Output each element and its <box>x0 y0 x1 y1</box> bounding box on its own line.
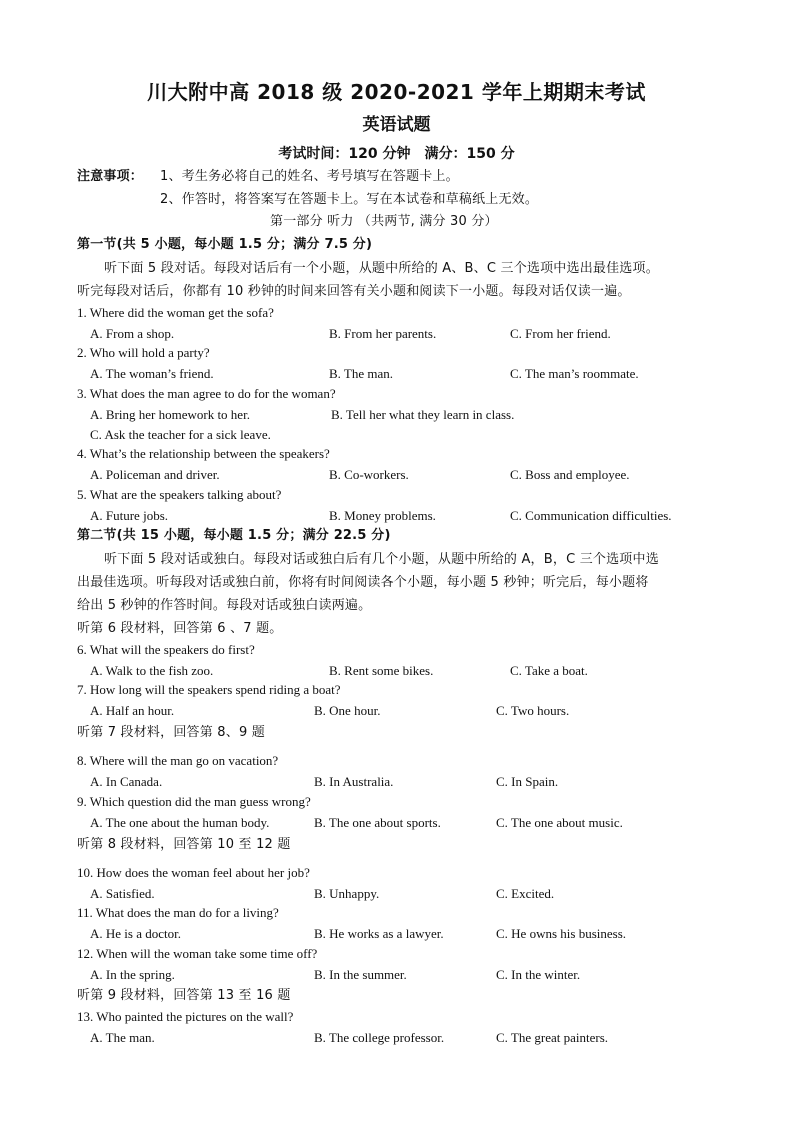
question-12-option-c: C. In the winter. <box>496 967 581 982</box>
question-9-option-c: C. The one about music. <box>496 815 623 830</box>
material-7-note: 听第 7 段材料，回答第 8、9 题 <box>77 725 265 740</box>
question-2-option-a: A. The woman’s friend. <box>90 366 214 381</box>
question-4-option-c: C. Boss and employee. <box>510 467 630 482</box>
question-2: 2. Who will hold a party? <box>77 345 210 360</box>
question-5-option-c: C. Communication difficulties. <box>510 508 672 523</box>
question-13-option-b: B. The college professor. <box>314 1030 445 1045</box>
question-1-option-c: C. From her friend. <box>510 326 611 341</box>
question-4: 4. What’s the relationship between the speakers? <box>77 446 330 461</box>
question-3-option-a: A. Bring her homework to her. <box>90 407 250 422</box>
material-6-note: 听第 6 段材料，回答第 6 、7 题。 <box>77 621 283 636</box>
question-12-option-b: B. In the summer. <box>314 967 407 982</box>
notice-item-1: 1、考生务必将自己的姓名、考号填写在答题卡上。 <box>160 169 459 184</box>
question-8-option-b: B. In Australia. <box>314 774 394 789</box>
section1-instruction-2: 听完每段对话后，你都有 10 秒钟的时间来回答有关小题和阅读下一小题。每段对话仅读一遍。 <box>77 284 631 299</box>
question-1-option-b: B. From her parents. <box>329 326 437 341</box>
question-11: 11. What does the man do for a living? <box>77 905 279 920</box>
part1-heading: 第一部分 听力 （共两节, 满分 30 分） <box>270 214 498 229</box>
question-2-option-c: C. The man’s roommate. <box>510 366 639 381</box>
question-3: 3. What does the man agree to do for the woman? <box>77 386 336 401</box>
question-12: 12. When will the woman take some time off? <box>77 946 318 961</box>
question-10-option-a: A. Satisfied. <box>90 886 155 901</box>
question-1: 1. Where did the woman get the sofa? <box>77 305 274 320</box>
question-9-option-a: A. The one about the human body. <box>90 815 270 830</box>
question-9-option-b: B. The one about sports. <box>314 815 441 830</box>
question-13-option-c: C. The great painters. <box>496 1030 609 1045</box>
material-9-note: 听第 9 段材料，回答第 13 至 16 题 <box>77 988 291 1003</box>
question-10: 10. How does the woman feel about her job? <box>77 865 310 880</box>
question-1-option-a: A. From a shop. <box>90 326 175 341</box>
question-10-option-b: B. Unhappy. <box>314 886 380 901</box>
question-13-option-a: A. The man. <box>90 1030 155 1045</box>
question-12-option-a: A. In the spring. <box>90 967 175 982</box>
question-6: 6. What will the speakers do first? <box>77 642 255 657</box>
question-6-option-a: A. Walk to the fish zoo. <box>90 663 214 678</box>
question-8: 8. Where will the man go on vacation? <box>77 753 279 768</box>
section1-instruction-1: 听下面 5 段对话。每段对话后有一个小题，从题中所给的 A、B、C 三个选项中选出最佳选项。 <box>104 261 659 276</box>
exam-time-score: 考试时间：120 分钟 满分：150 分 <box>278 146 515 162</box>
question-7-option-a: A. Half an hour. <box>90 703 175 718</box>
question-11-option-a: A. He is a doctor. <box>90 926 181 941</box>
section2-instruction-2: 出最佳选项。听每段对话或独白前，你将有时间阅读各个小题，每小题 5 秒钟；听完后，每小题将 <box>77 575 649 590</box>
notice-label: 注意事项： <box>77 169 144 184</box>
section2-heading: 第二节(共 15 小题，每小题 1.5 分；满分 22.5 分) <box>77 528 391 543</box>
question-8-option-a: A. In Canada. <box>90 774 163 789</box>
question-7-option-c: C. Two hours. <box>496 703 570 718</box>
exam-title: 川大附中高 2018 级 2020-2021 学年上期期末考试 <box>147 80 646 104</box>
question-5-option-a: A. Future jobs. <box>90 508 168 523</box>
question-4-option-a: A. Policeman and driver. <box>90 467 220 482</box>
exam-subject: 英语试题 <box>362 115 431 135</box>
question-6-option-c: C. Take a boat. <box>510 663 588 678</box>
notice-item-2: 2、作答时，将答案写在答题卡上。写在本试卷和草稿纸上无效。 <box>160 192 539 207</box>
section2-instruction-1: 听下面 5 段对话或独白。每段对话或独白后有几个小题，从题中所给的 A，B，C 三个选项中选 <box>104 552 659 567</box>
question-3-option-c: C. Ask the teacher for a sick leave. <box>90 427 271 442</box>
question-7-option-b: B. One hour. <box>314 703 381 718</box>
question-9: 9. Which question did the man guess wrong? <box>77 794 311 809</box>
question-13: 13. Who painted the pictures on the wall? <box>77 1009 294 1024</box>
question-8-option-c: C. In Spain. <box>496 774 559 789</box>
section1-heading: 第一节(共 5 小题，每小题 1.5 分；满分 7.5 分) <box>77 237 373 252</box>
question-5: 5. What are the speakers talking about? <box>77 487 282 502</box>
question-3-option-b: B. Tell her what they learn in class. <box>331 407 515 422</box>
question-11-option-c: C. He owns his business. <box>496 926 627 941</box>
section2-instruction-3: 给出 5 秒钟的作答时间。每段对话或独白读两遍。 <box>77 598 372 613</box>
question-7: 7. How long will the speakers spend riding a boat? <box>77 682 341 697</box>
question-6-option-b: B. Rent some bikes. <box>329 663 434 678</box>
question-11-option-b: B. He works as a lawyer. <box>314 926 444 941</box>
question-10-option-c: C. Excited. <box>496 886 555 901</box>
question-5-option-b: B. Money problems. <box>329 508 436 523</box>
question-4-option-b: B. Co-workers. <box>329 467 409 482</box>
material-8-note: 听第 8 段材料，回答第 10 至 12 题 <box>77 837 291 852</box>
question-2-option-b: B. The man. <box>329 366 394 381</box>
